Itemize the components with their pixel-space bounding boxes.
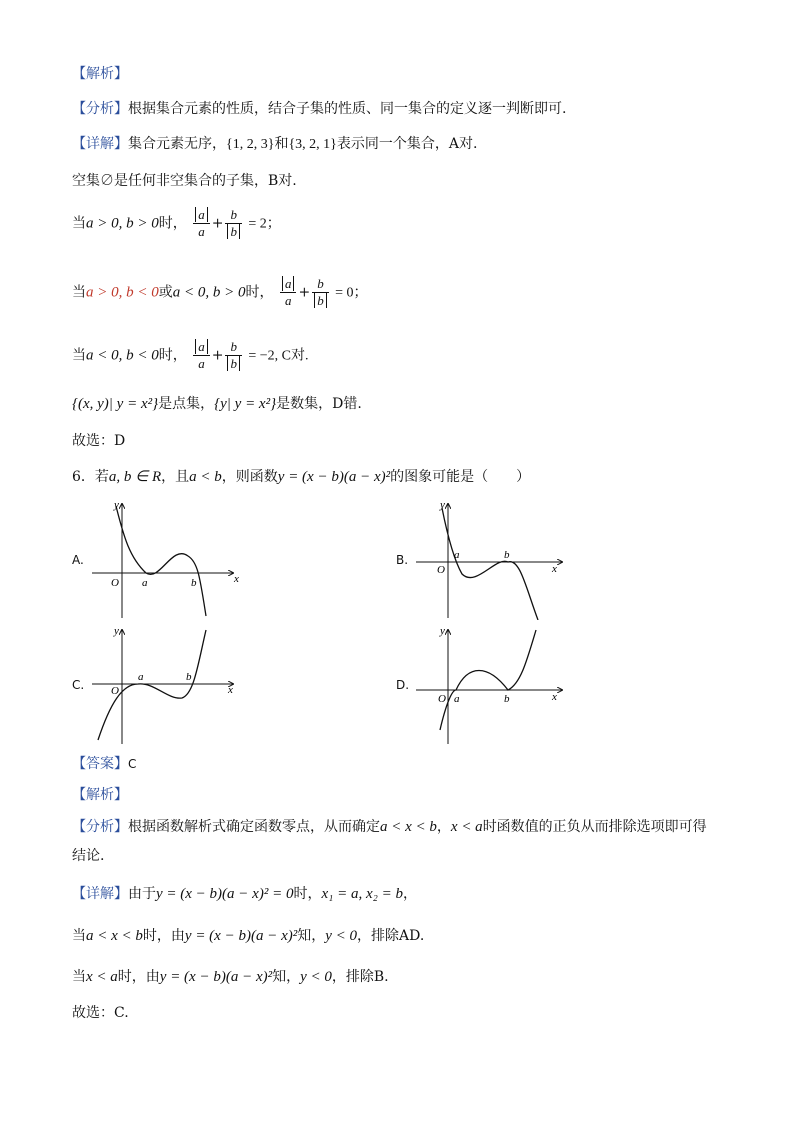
x2-t2: 时，由 xyxy=(142,928,185,944)
when-suffix: 时， xyxy=(158,347,187,364)
set-123: {1, 2, 3} xyxy=(226,137,275,152)
answer-value: C xyxy=(128,757,137,771)
detail-line-c2: 当a > 0, b < 0或a < 0, b > 0时， $\frac{a}{a}$ + $\frac{b}{b}$ = 0； xyxy=(72,276,368,308)
origin-label: O xyxy=(437,564,445,576)
y-label: y xyxy=(114,625,119,637)
x3-t4: ，排除B. xyxy=(331,969,389,985)
or-word: 或 xyxy=(158,284,173,301)
y-label: y xyxy=(114,499,119,511)
detail-line-c1: 当a > 0, b > 0时， $\frac{a}{a}$ + $\frac{b}{b}$ = 2； xyxy=(72,207,281,239)
b-label: b xyxy=(504,549,510,561)
x3-t1: 当 xyxy=(72,969,86,985)
detail-text-a2: 表示同一个集合，A对. xyxy=(336,136,478,152)
choice-line-1: 故选：D xyxy=(72,433,126,449)
option-b-label: B. xyxy=(396,553,409,567)
when-word: 当 xyxy=(72,215,86,232)
number-set-text: 是数集，D错. xyxy=(276,396,362,412)
question-6-stem xyxy=(72,467,530,487)
detail-tag: 【详解】 xyxy=(72,136,128,152)
option-a-graph xyxy=(88,498,248,620)
point-set-text: 是点集， xyxy=(158,396,215,412)
fraction-b-over-abs-b: $\frac{b}{b}$ xyxy=(225,339,242,372)
option-c-graph xyxy=(88,624,248,746)
x2-t3: 知， xyxy=(297,928,326,944)
origin-label: O xyxy=(111,685,119,697)
analysis-tag-2: 【分析】 xyxy=(72,819,128,835)
detail-line-2c xyxy=(72,967,389,987)
when-suffix: 时， xyxy=(245,284,274,301)
q-end: 的图象可能是（ ） xyxy=(390,469,531,485)
x2-m2: y = (x − b)(a − x)² xyxy=(184,928,298,944)
detail-line-a xyxy=(72,134,477,155)
x1-t2: 时， xyxy=(293,886,322,902)
detail-line-c3: 当a < 0, b < 0时， $\frac{a}{a}$ + $\frac{b}{b}$ = −2, C对. xyxy=(72,339,309,371)
analysis-t1: 根据函数解析式确定函数零点，从而确定 xyxy=(128,819,380,835)
q-number: 6．若 xyxy=(72,469,109,485)
x-label: x xyxy=(552,563,557,575)
y-label: y xyxy=(440,499,445,511)
a-label: a xyxy=(454,693,460,705)
number-set: {y| y = x²} xyxy=(214,396,277,412)
detail-line-2b xyxy=(72,926,424,946)
x1-t3: ， xyxy=(402,886,417,902)
cond-2a: a > 0, b < 0 xyxy=(86,284,159,301)
choice-line-2: 故选：C. xyxy=(72,1005,129,1021)
fraction-abs-a-over-a: $\frac{a}{a}$ xyxy=(193,339,210,372)
q-func: y = (x − b)(a − x)² xyxy=(277,469,391,485)
x3-m3: y < 0 xyxy=(300,969,332,985)
x3-t3: 知， xyxy=(272,969,301,985)
x2-t1: 当 xyxy=(72,928,86,944)
result-1: = 2； xyxy=(248,216,281,232)
analysis-m1: a < x < b xyxy=(380,819,437,835)
when-word: 当 xyxy=(72,347,86,364)
fraction-b-over-abs-b: $\frac{b}{b}$ xyxy=(225,207,242,240)
option-d-graph xyxy=(412,624,572,746)
x2-m3: y < 0 xyxy=(325,928,358,944)
analysis-tag: 【分析】 xyxy=(72,101,128,117)
analysis-line xyxy=(72,99,566,119)
set-321: {3, 2, 1} xyxy=(288,137,337,152)
result-3: = −2, C对. xyxy=(248,348,309,364)
b-label: b xyxy=(186,671,192,683)
analysis-m2: x < a xyxy=(450,819,483,835)
cond-1: a > 0, b > 0 xyxy=(86,215,159,232)
q-ab: a, b ∈ R xyxy=(108,469,162,485)
option-a-label: A. xyxy=(72,553,84,567)
a-label: a xyxy=(142,577,148,589)
fraction-abs-a-over-a: $\frac{a}{a}$ xyxy=(280,276,297,309)
x-label: x xyxy=(228,684,233,696)
x3-m1: x < a xyxy=(86,969,118,985)
analysis-t3: 时函数值的正负从而排除选项即可得 xyxy=(482,819,707,835)
x1-m1: y = (x − b)(a − x)² = 0 xyxy=(156,886,294,902)
x2-t4: ，排除AD. xyxy=(357,928,425,944)
x3-m2: y = (x − b)(a − x)² xyxy=(159,969,273,985)
fraction-abs-a-over-a: $\frac{a}{a}$ xyxy=(193,207,210,240)
x-label: x xyxy=(552,691,557,703)
origin-label: O xyxy=(438,693,446,705)
fraction-b-over-abs-b: $\frac{b}{b}$ xyxy=(312,276,329,309)
detail-tag-2: 【详解】 xyxy=(72,886,128,902)
x-label: x xyxy=(234,573,239,585)
curve xyxy=(442,508,538,620)
detail-line-2a xyxy=(72,884,417,904)
when-word: 当 xyxy=(72,284,86,301)
analysis-t2: ， xyxy=(436,819,451,835)
option-d-label: D. xyxy=(396,678,410,692)
q-mid2: ，则函数 xyxy=(221,469,278,485)
when-suffix: 时， xyxy=(158,215,187,232)
option-c-label: C. xyxy=(72,678,85,692)
answer-line xyxy=(72,754,136,774)
b-label: b xyxy=(504,693,510,705)
x3-t2: 时，由 xyxy=(117,969,160,985)
cond-3: a < 0, b < 0 xyxy=(86,347,159,364)
detail-line-b: 空集∅是任何非空集合的子集，B对. xyxy=(72,173,297,189)
option-b-graph xyxy=(412,498,572,620)
analysis-line-2b: 结论. xyxy=(72,848,105,864)
point-set: {(x, y)| y = x²} xyxy=(72,396,159,412)
q-cond: a < b xyxy=(189,469,222,485)
result-2: = 0； xyxy=(335,285,368,301)
answer-tag: 【答案】 xyxy=(72,756,128,772)
cond-2b: a < 0, b > 0 xyxy=(172,284,246,301)
a-label: a xyxy=(138,671,144,683)
curve xyxy=(116,506,206,616)
detail-line-d xyxy=(72,394,362,414)
q-mid: ，且 xyxy=(161,469,190,485)
origin-label: O xyxy=(111,577,119,589)
a-label: a xyxy=(454,549,460,561)
x2-m1: a < x < b xyxy=(86,928,143,944)
analysis-heading-2: 【解析】 xyxy=(72,787,128,803)
b-label: b xyxy=(191,577,197,589)
curve xyxy=(440,630,536,730)
analysis-heading: 【解析】 xyxy=(72,66,128,82)
detail-text-a1: 集合元素无序， xyxy=(128,136,226,152)
analysis-text: 根据集合元素的性质，结合子集的性质、同一集合的定义逐一判断即可. xyxy=(128,101,567,117)
x1-t1: 由于 xyxy=(128,886,156,902)
y-label: y xyxy=(440,625,445,637)
and-word: 和 xyxy=(274,136,289,152)
analysis-line-2 xyxy=(72,817,707,837)
x1-m2: x₁ = a, x₂ = b xyxy=(321,886,403,902)
